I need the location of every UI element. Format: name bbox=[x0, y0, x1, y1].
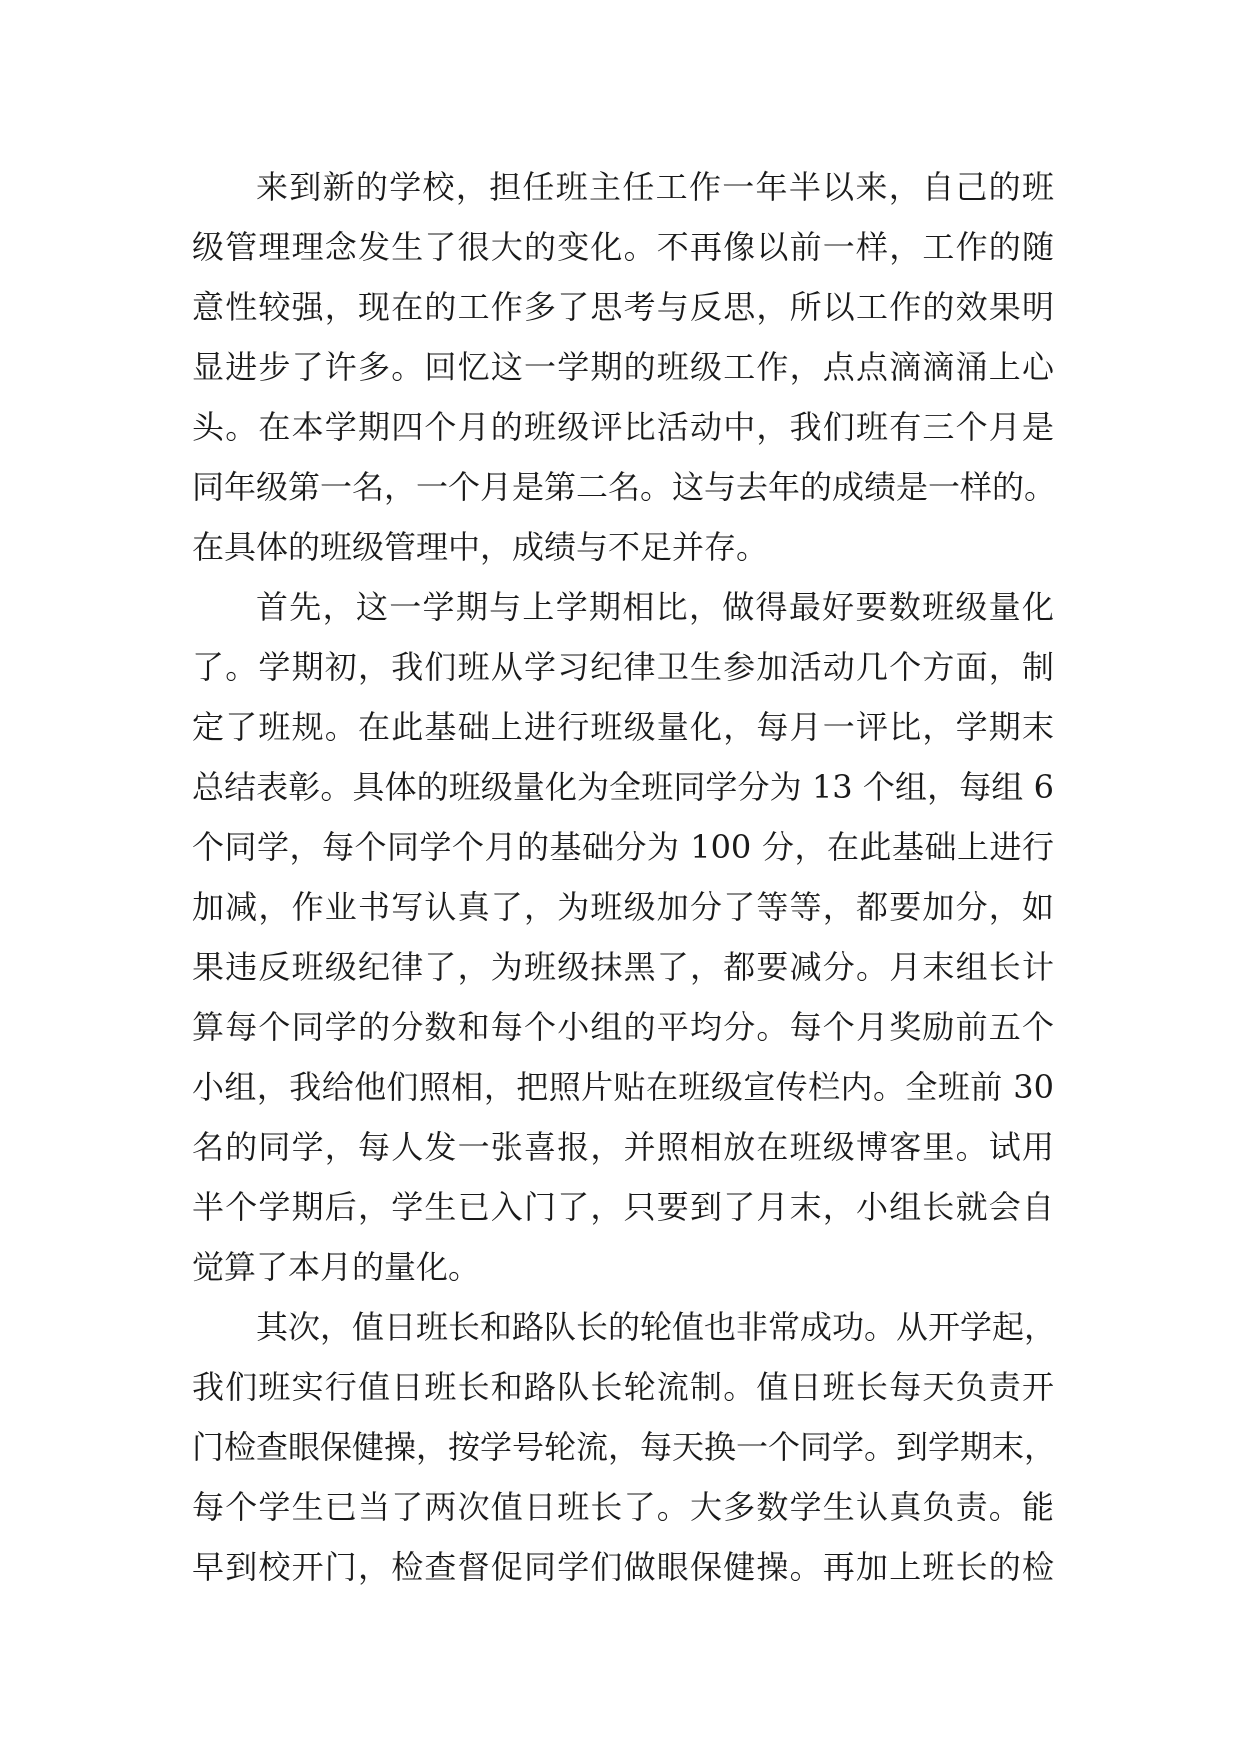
text-line: 我们班实行值日班长和路队长轮流制。值日班长每天负责开 bbox=[192, 1368, 1054, 1406]
text-line: 头。在本学期四个月的班级评比活动中，我们班有三个月是 bbox=[192, 408, 1054, 446]
text-line: 个同学，每个同学个月的基础分为 100 分，在此基础上进行 bbox=[192, 828, 1054, 866]
text-line: 果违反班级纪律了，为班级抹黑了，都要减分。月末组长计 bbox=[192, 948, 1054, 986]
text-line: 了。学期初，我们班从学习纪律卫生参加活动几个方面，制 bbox=[192, 648, 1054, 686]
text-line: 总结表彰。具体的班级量化为全班同学分为 13 个组，每组 6 bbox=[192, 768, 1054, 806]
text-line: 定了班规。在此基础上进行班级量化，每月一评比，学期末 bbox=[192, 708, 1054, 746]
text-line: 在具体的班级管理中，成绩与不足并存。 bbox=[192, 528, 769, 566]
text-line: 每个学生已当了两次值日班长了。大多数学生认真负责。能 bbox=[192, 1488, 1054, 1526]
text-line: 门检查眼保健操，按学号轮流，每天换一个同学。到学期末， bbox=[192, 1428, 1057, 1466]
document-body bbox=[192, 157, 1057, 1597]
text-line: 同年级第一名，一个月是第二名。这与去年的成绩是一样的。 bbox=[192, 468, 1057, 506]
text-line: 显进步了许多。回忆这一学期的班级工作，点点滴滴涌上心 bbox=[192, 348, 1054, 386]
text-line: 觉算了本月的量化。 bbox=[192, 1248, 481, 1286]
text-line: 意性较强，现在的工作多了思考与反思，所以工作的效果明 bbox=[192, 288, 1054, 326]
text-line: 其次，值日班长和路队长的轮值也非常成功。从开学起， bbox=[256, 1308, 1057, 1346]
paragraph-1 bbox=[192, 157, 1057, 577]
text-line: 来到新的学校，担任班主任工作一年半以来，自己的班 bbox=[256, 168, 1054, 206]
text-line: 加减，作业书写认真了，为班级加分了等等，都要加分，如 bbox=[192, 888, 1054, 926]
text-line: 名的同学，每人发一张喜报，并照相放在班级博客里。试用 bbox=[192, 1128, 1054, 1166]
paragraph-3 bbox=[192, 1297, 1057, 1597]
text-line: 算每个同学的分数和每个小组的平均分。每个月奖励前五个 bbox=[192, 1008, 1054, 1046]
text-line: 级管理理念发生了很大的变化。不再像以前一样，工作的随 bbox=[192, 228, 1054, 266]
text-line: 半个学期后，学生已入门了，只要到了月末，小组长就会自 bbox=[192, 1188, 1054, 1226]
paragraph-2 bbox=[192, 577, 1054, 1297]
text-line: 首先，这一学期与上学期相比，做得最好要数班级量化 bbox=[256, 588, 1054, 626]
text-line: 早到校开门，检查督促同学们做眼保健操。再加上班长的检 bbox=[192, 1548, 1054, 1586]
text-line: 小组，我给他们照相，把照片贴在班级宣传栏内。全班前 30 bbox=[192, 1068, 1054, 1106]
